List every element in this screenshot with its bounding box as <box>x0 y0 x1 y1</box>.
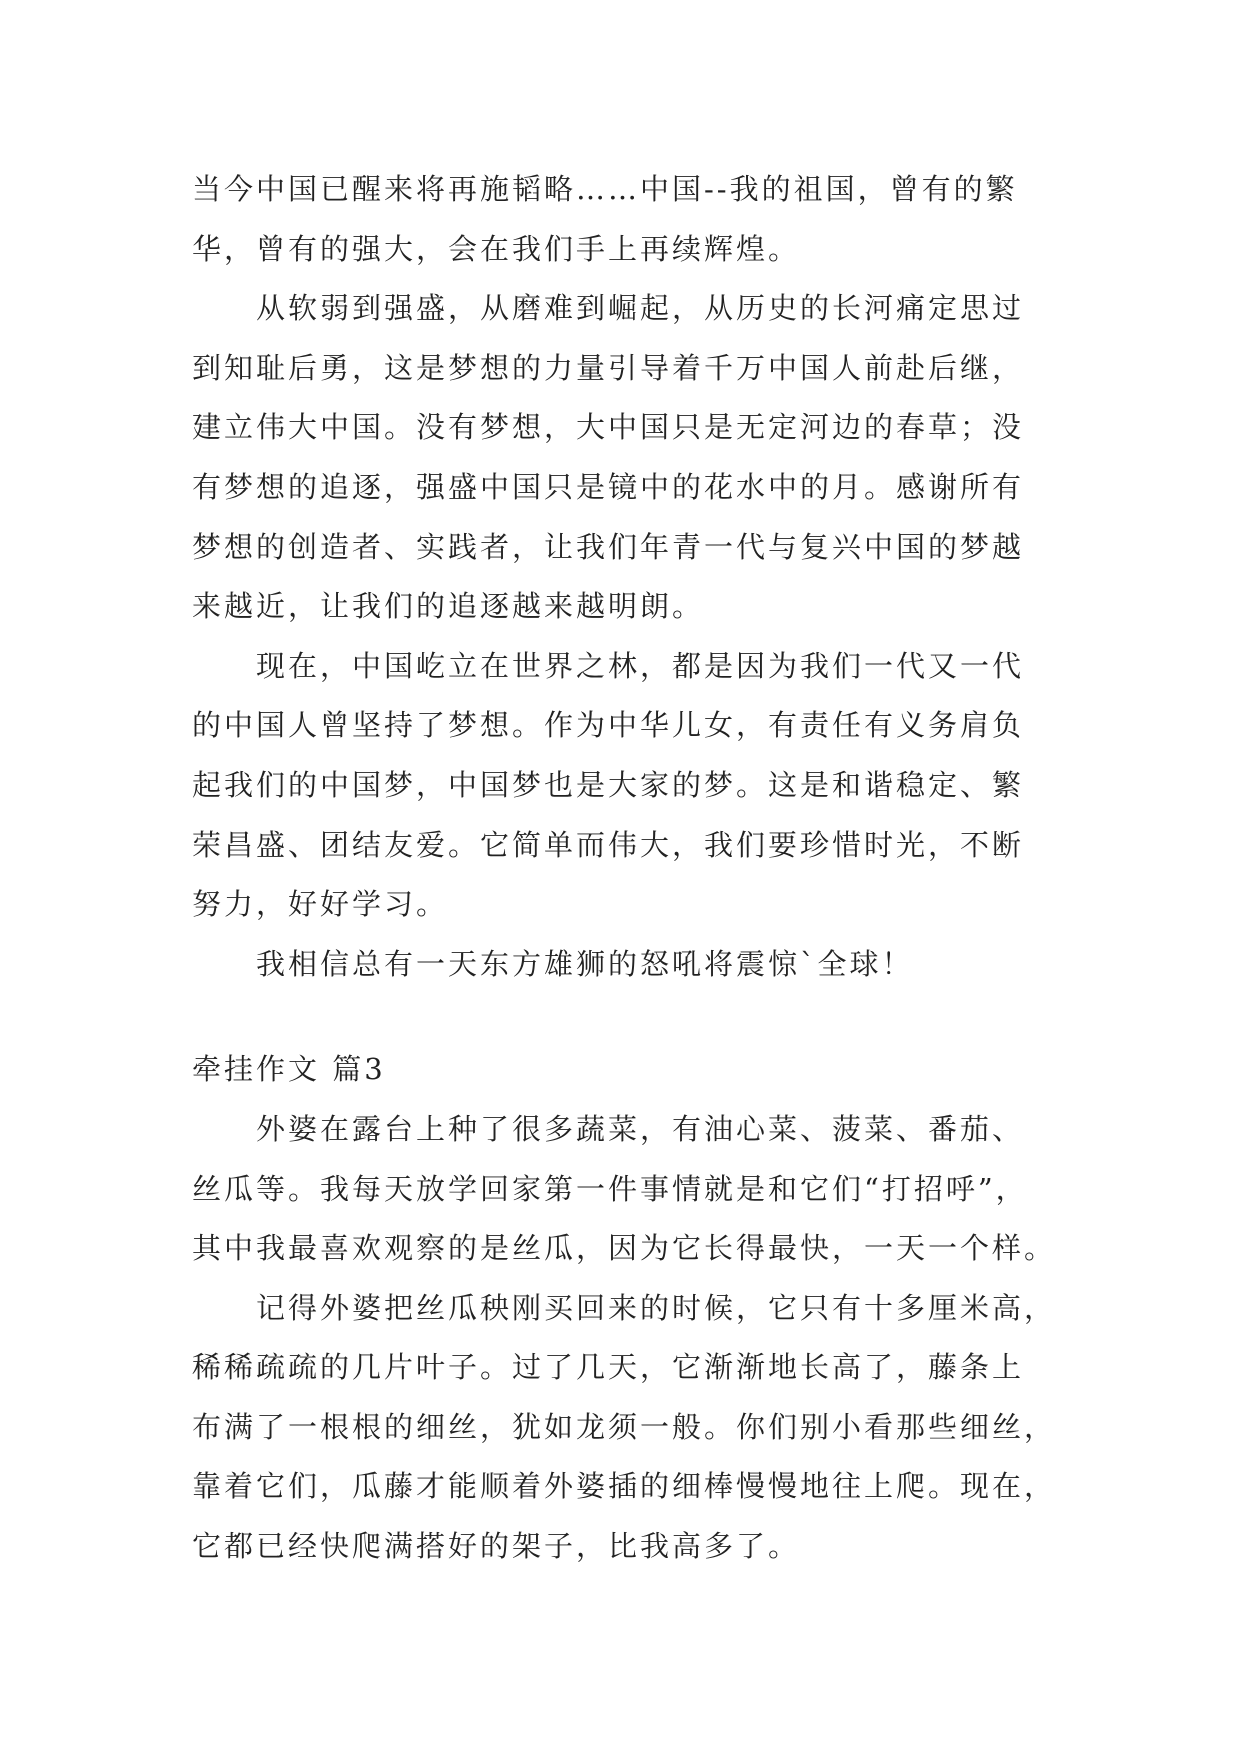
text-line: 到知耻后勇，这是梦想的力量引导着千万中国人前赴后继， <box>192 350 1025 385</box>
paragraph-start-line: 从软弱到强盛，从磨难到崛起，从历史的长河痛定思过 <box>256 291 1025 326</box>
text-line: 布满了一根根的细丝，犹如龙须一般。你们别小看那些细丝， <box>192 1409 1057 1444</box>
text-line: 稀稀疏疏的几片叶子。过了几天，它渐渐地长高了，藤条上 <box>192 1350 1025 1385</box>
text-line: 的中国人曾坚持了梦想。作为中华儿女，有责任有义务肩负 <box>192 708 1025 743</box>
text-line: 华，曾有的强大，会在我们手上再续辉煌。 <box>192 231 801 266</box>
text-line: 其中我最喜欢观察的是丝瓜，因为它长得最快，一天一个样。 <box>192 1231 1057 1266</box>
text-line: 建立伟大中国。没有梦想，大中国只是无定河边的春草；没 <box>192 410 1025 445</box>
text-line: 来越近，让我们的追逐越来越明朗。 <box>192 589 705 624</box>
text-line: 靠着它们，瓜藤才能顺着外婆插的细棒慢慢地往上爬。现在， <box>192 1469 1057 1504</box>
text-line: 有梦想的追逐，强盛中国只是镜中的花水中的月。感谢所有 <box>192 469 1025 504</box>
text-line: 它都已经快爬满搭好的架子，比我高多了。 <box>192 1529 801 1564</box>
document-body <box>192 160 1072 1577</box>
paragraph-start-line: 现在，中国屹立在世界之林，都是因为我们一代又一代 <box>256 648 1025 683</box>
paragraph-start-line: 外婆在露台上种了很多蔬菜，有油心菜、菠菜、番茄、 <box>256 1111 1025 1146</box>
text-line: 荣昌盛、团结友爱。它简单而伟大，我们要珍惜时光，不断 <box>192 827 1025 862</box>
text-line: 努力，好好学习。 <box>192 887 449 922</box>
section-heading: 牵挂作文 篇3 <box>192 1052 386 1087</box>
text-line: 梦想的创造者、实践者，让我们年青一代与复兴中国的梦越 <box>192 529 1025 564</box>
paragraph-start-line: 我相信总有一天东方雄狮的怒吼将震惊`全球！ <box>256 946 914 981</box>
text-line: 起我们的中国梦，中国梦也是大家的梦。这是和谐稳定、繁 <box>192 767 1025 802</box>
text-line: 丝瓜等。我每天放学回家第一件事情就是和它们“打招呼”， <box>192 1171 1028 1206</box>
section-gap <box>192 994 1072 1040</box>
paragraph-start-line: 记得外婆把丝瓜秧刚买回来的时候，它只有十多厘米高， <box>256 1290 1057 1325</box>
text-line: 当今中国已醒来将再施韬略……中国--我的祖国，曾有的繁 <box>192 172 1018 206</box>
